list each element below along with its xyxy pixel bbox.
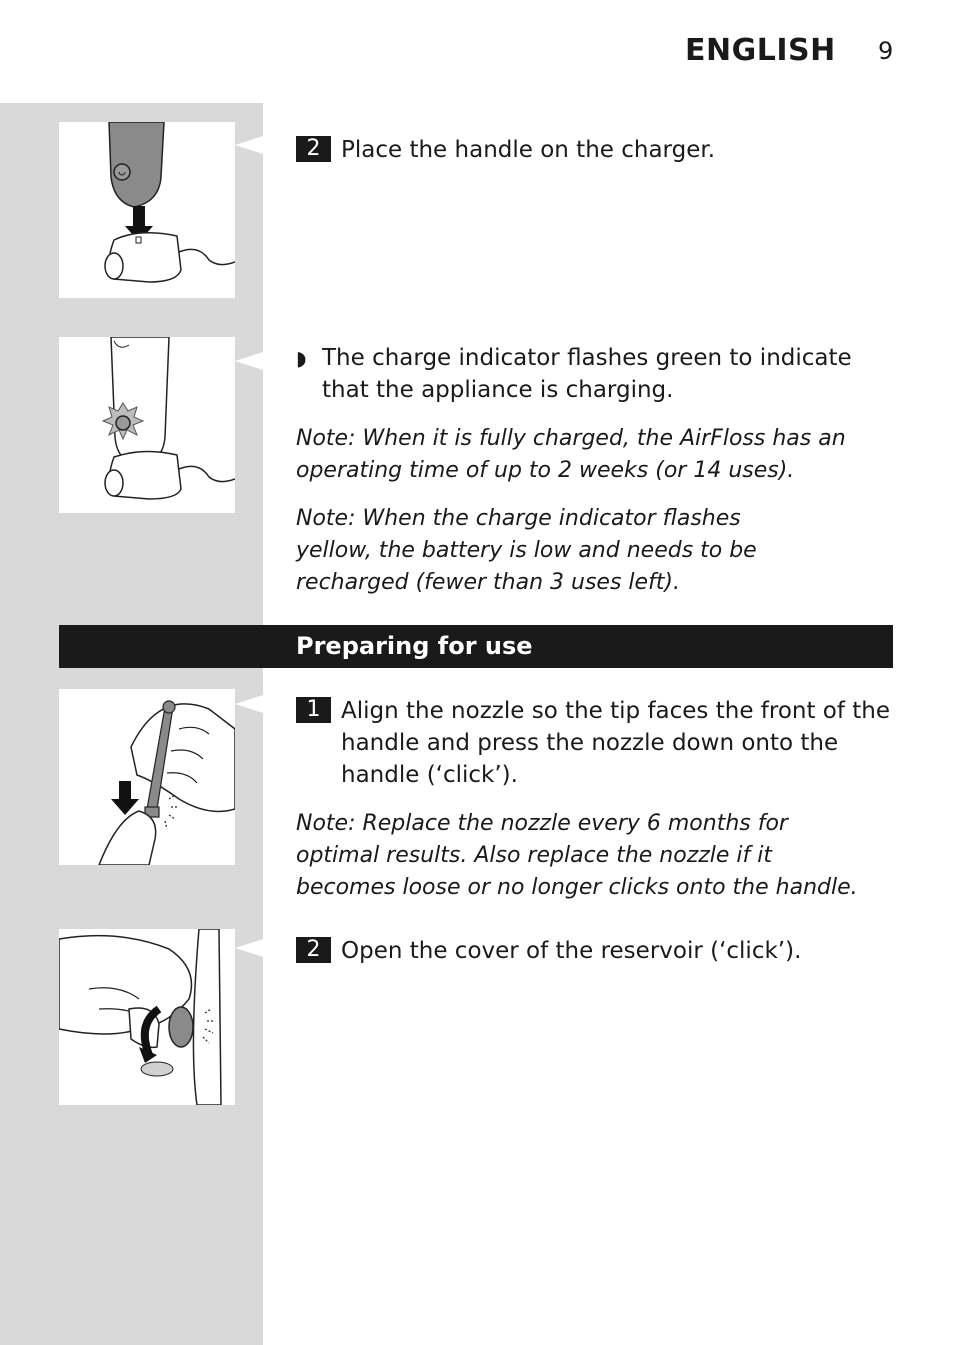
step-number-badge: 1 — [296, 697, 331, 723]
figure-pointer — [235, 695, 263, 713]
page-language-heading: ENGLISH — [685, 33, 836, 68]
page-number: 9 — [878, 37, 894, 65]
step-text: Open the cover of the reservoir (‘click’). — [341, 938, 802, 964]
step-text: Align the nozzle so the tip faces the front of the handle and press the nozzle down onto the handle (‘click’). — [341, 698, 891, 788]
figure-attach-nozzle — [59, 689, 235, 865]
prepare-note-replace-nozzle: Note: Replace the nozzle every 6 months for optimal results. Also replace the nozzle if it becomes loose or no longer clicks onto the handle. — [296, 811, 858, 900]
figure-charging-indicator — [59, 337, 235, 513]
prepare-step-2 — [296, 935, 896, 967]
section-heading-bar — [59, 625, 893, 668]
charging-note-full: Note: When it is fully charged, the AirFloss has an operating time of up to 2 weeks (or 14 uses). — [296, 426, 846, 483]
charging-result — [296, 342, 886, 406]
result-text: The charge indicator flashes green to indicate that the appliance is charging. — [322, 345, 852, 403]
charging-step-2 — [296, 134, 896, 166]
figure-handle-on-charger — [59, 122, 235, 298]
figure-open-reservoir — [59, 929, 235, 1105]
prepare-step-1 — [296, 695, 896, 791]
step-number-badge: 2 — [296, 937, 331, 963]
figure-pointer — [235, 939, 263, 957]
figure-pointer — [235, 352, 263, 370]
result-bullet-icon: ◗ — [296, 346, 307, 370]
step-number-badge: 2 — [296, 136, 331, 162]
figure-pointer — [235, 136, 263, 154]
charging-note-low-battery: Note: When the charge indicator flashes yellow, the battery is low and needs to be recharged (fewer than 3 uses left). — [296, 506, 757, 595]
step-text: Place the handle on the charger. — [341, 137, 716, 163]
section-title: Preparing for use — [296, 632, 533, 660]
